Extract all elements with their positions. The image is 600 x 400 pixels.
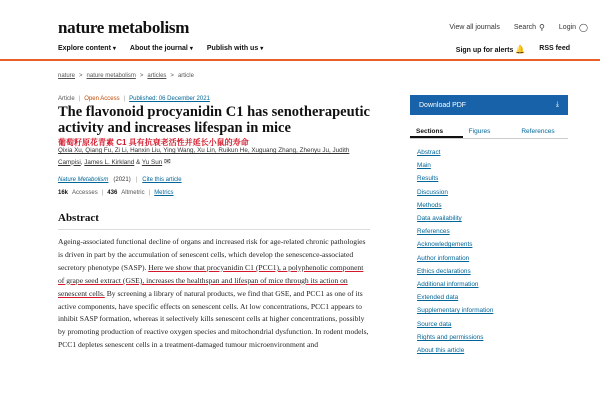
journal-logo[interactable]: nature metabolism [58, 18, 190, 37]
journal-separator: | [135, 177, 138, 183]
breadcrumb-separator: > [79, 73, 83, 79]
nav-explore-content[interactable] [58, 45, 116, 52]
nav-about-label: About the journal [129, 45, 188, 52]
breadcrumb-journal[interactable]: nature metabolism [86, 73, 136, 79]
abstract-divider [58, 229, 370, 230]
abstract-text [58, 236, 370, 352]
altmetric-count: 436 [107, 190, 118, 196]
tab-sections[interactable]: Sections [410, 125, 463, 138]
toc-item[interactable]: Author information [417, 254, 470, 262]
nav-right [456, 45, 570, 54]
metrics-link[interactable]: Metrics [154, 190, 174, 196]
nav-publish-label: Publish with us [206, 45, 259, 52]
toc-item[interactable]: Data availability [417, 215, 462, 223]
author-sun[interactable]: Yu Sun [141, 158, 163, 166]
nav-about-journal[interactable] [130, 45, 193, 52]
rss-label: RSS feed [539, 45, 570, 52]
login-button[interactable] [559, 23, 588, 32]
toc-item[interactable]: Source data [417, 320, 452, 328]
view-all-journals-link[interactable] [449, 24, 499, 31]
main-nav [0, 40, 600, 61]
journal-year: (2021) [113, 177, 131, 183]
article-type: Article [58, 96, 75, 102]
user-icon: ◯ [579, 23, 588, 32]
toc-item[interactable]: Rights and permissions [417, 333, 484, 341]
toc-item[interactable]: Ethics declarations [417, 267, 471, 275]
search-icon: ⚲ [539, 23, 545, 32]
download-pdf-button[interactable] [410, 95, 568, 115]
toc-item[interactable]: References [417, 228, 450, 236]
breadcrumb [58, 73, 194, 79]
sections-list [417, 146, 493, 357]
chevron-down-icon: ▾ [260, 46, 264, 52]
article-meta [58, 96, 210, 102]
metrics-separator: | [148, 190, 151, 196]
journal-name-link[interactable]: Nature Metabolism [58, 177, 109, 183]
email-icon[interactable]: ✉ [163, 156, 171, 166]
toc-item[interactable]: Results [417, 175, 439, 183]
toc-item[interactable]: Discussion [417, 188, 448, 196]
header-actions [449, 23, 588, 32]
top-header [0, 0, 600, 40]
meta-separator: | [78, 96, 81, 102]
breadcrumb-articles[interactable]: articles [147, 73, 167, 79]
rss-feed-link[interactable] [539, 45, 570, 54]
nav-left [58, 45, 263, 52]
toc-item[interactable]: Supplementary information [417, 307, 494, 315]
toc-item[interactable]: Acknowledgements [417, 241, 473, 249]
altmetric-label: Altmetric [121, 190, 145, 196]
abstract-intro: Ageing-associated functional decline of organs and increased risk for age-related chronic pathologies is driven in part by the accumulation of senescent cells, which develop the senescence-associated secretory phenotype (SASP). [58, 237, 366, 272]
meta-separator: | [123, 96, 126, 102]
toc-item[interactable]: Methods [417, 201, 442, 209]
article-title: The flavonoid procyanidin C1 has senotherapeutic activity and increases lifespan in mice [58, 104, 370, 136]
abstract-heading: Abstract [58, 212, 99, 224]
search-label: Search [513, 24, 537, 31]
toc-item[interactable]: Additional information [417, 281, 479, 289]
breadcrumb-current: article [177, 73, 194, 79]
nav-publish-with-us[interactable] [207, 45, 263, 52]
sidebar-tabs [410, 125, 568, 139]
download-icon: ⤓ [555, 101, 559, 108]
breadcrumb-separator: > [170, 73, 174, 79]
authors-line[interactable]: Qixia Xu, Qiang Fu, Zi Li, Hanxin Liu, Ying Wang, Xu Lin, Ruikun He, Xuguang Zhang, Zhenyu Ju, Judith [58, 147, 350, 154]
chinese-title-annotation: 葡萄籽原花青素 C1 具有抗衰老活性并延长小鼠的寿命 [58, 138, 249, 147]
abstract-highlighted-sentence: Here we show that procyanidin C1 (PCC1), a polyphenolic component of grape seed extract (GSE), increases the healthspan and lifespan of mice through its action on senescent cells. [58, 262, 364, 298]
metrics-separator: | [101, 190, 104, 196]
search-button[interactable] [514, 23, 545, 32]
author-list: Qixia Xu, Qiang Fu, Zi Li, Hanxin Liu, Ying Wang, Xu Lin, Ruikun He, Xuguang Zhang, Zhenyu Ju, Judith Campisi, James L. Kirkland & Yu Sun ✉ [58, 147, 350, 166]
signup-alerts-link[interactable] [456, 45, 525, 54]
author-kirkland[interactable]: James L. Kirkland [84, 158, 135, 166]
chevron-down-icon: ▾ [112, 46, 116, 52]
author-campisi[interactable]: Campisi [58, 158, 81, 166]
accesses-count: 16k [58, 190, 69, 196]
view-all-journals-label: View all journals [449, 24, 500, 31]
download-pdf-label: Download PDF [419, 101, 467, 109]
chevron-down-icon: ▾ [189, 46, 193, 52]
accesses-label: Accesses [72, 190, 98, 196]
toc-item[interactable]: Abstract [417, 149, 441, 156]
signup-label: Sign up for alerts [455, 47, 514, 54]
breadcrumb-separator: > [139, 73, 144, 79]
toc-item[interactable]: About this article [417, 347, 465, 355]
toc-item[interactable]: Main [417, 162, 431, 170]
journal-citation [58, 177, 182, 183]
nav-explore-label: Explore content [58, 45, 111, 52]
abstract-body: By screening a library of natural products, we find that GSE, and PCC1 as one of its active components, have specific effects on senescent cells. At low concentrations, PCC1 appears to inhibit SASP formation, whereas it selectively kills senescent cells at higher concentrations, possibly by promoting production of reactive oxygen species and mitochondrial dysfunction. In rodent models, PCC1 depletes senescent cells in a treatment-damaged tumour microenvironment and [58, 288, 369, 350]
article-metrics [58, 190, 174, 196]
bell-icon: 🔔 [515, 45, 526, 54]
login-label: Login [558, 24, 577, 31]
tab-figures[interactable]: Figures [468, 128, 491, 135]
cite-this-article-link[interactable]: Cite this article [142, 177, 182, 183]
toc-item[interactable]: Extended data [417, 294, 459, 302]
published-date: Published: 06 December 2021 [129, 96, 210, 102]
breadcrumb-nature[interactable]: nature [58, 73, 76, 79]
tab-references[interactable]: References [521, 128, 555, 135]
open-access-badge: Open Access [84, 96, 120, 102]
